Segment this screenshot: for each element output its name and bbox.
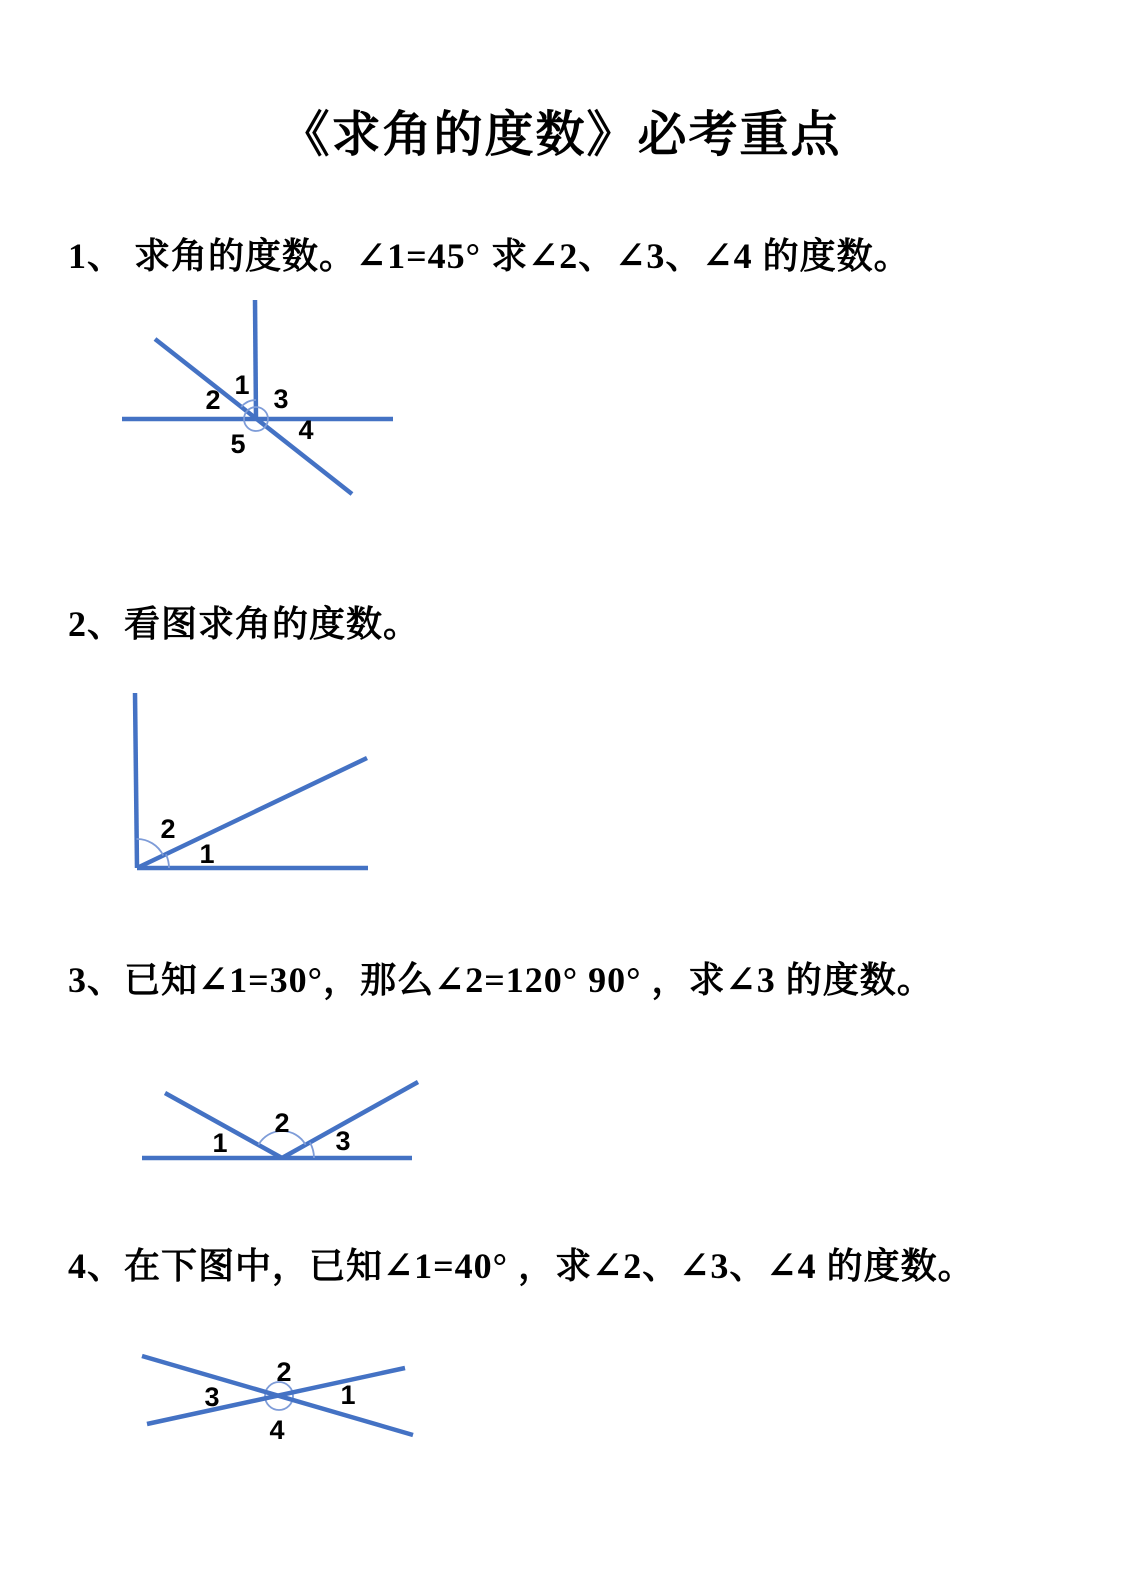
- d3-angle-label-3: 3: [335, 1126, 351, 1156]
- d2-vertical-ray: [135, 693, 137, 868]
- d1-vertical-ray: [255, 300, 256, 419]
- d1-angle-label-1: 1: [234, 370, 250, 400]
- d4-angle-label-2: 2: [276, 1357, 292, 1387]
- d4-angle-label-1: 1: [340, 1380, 356, 1410]
- d3-angle-label-2: 2: [274, 1108, 290, 1138]
- d3-angle3-arc: [310, 1142, 314, 1158]
- d3-angle-label-1: 1: [212, 1128, 228, 1158]
- d4-angle-label-4: 4: [269, 1415, 285, 1445]
- diagram-4: [130, 1340, 430, 1450]
- diagram-2: [120, 685, 380, 880]
- worksheet-title: 《求角的度数》必考重点: [280, 107, 842, 162]
- d4-angle-label-3: 3: [204, 1382, 220, 1412]
- question-4-text: 4、在下图中，已知∠1=40° ，求∠2、∠3、∠4 的度数。: [68, 1246, 975, 1286]
- question-2-text: 2、看图求角的度数。: [68, 604, 421, 644]
- d2-angle2-arc: [137, 839, 164, 856]
- d1-angle-label-4: 4: [298, 415, 314, 445]
- d1-angle-label-5: 5: [230, 429, 246, 459]
- d2-diagonal-ray: [137, 758, 367, 868]
- question-3-text: 3、已知∠1=30°，那么∠2=120° 90° ，求∠3 的度数。: [68, 960, 934, 1000]
- d1-angle-label-2: 2: [205, 385, 221, 415]
- d2-angle-label-2: 2: [160, 814, 176, 844]
- d1-angle-label-3: 3: [273, 384, 289, 414]
- diagram-1: [110, 290, 410, 500]
- d2-angle-label-1: 1: [199, 839, 215, 869]
- diagram-3: [130, 1070, 430, 1170]
- question-1-text: 1、 求角的度数。∠1=45° 求∠2、∠3、∠4 的度数。: [68, 236, 911, 276]
